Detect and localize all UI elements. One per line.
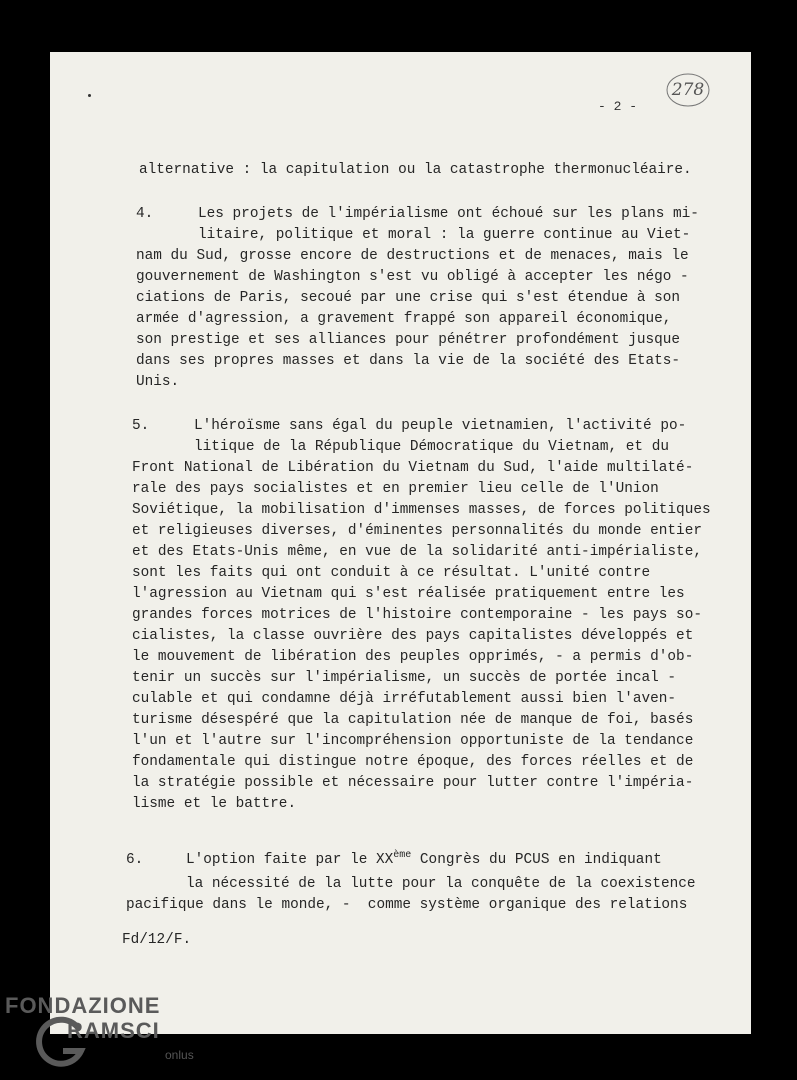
paragraph-number: 5. [132,418,150,434]
text-line: cialistes, la classe ouvrière des pays capitalistes développés et [132,628,694,644]
text-line: nam du Sud, grosse encore de destructions et de menaces, mais le [136,248,689,264]
page-number: - 2 - [598,99,638,114]
text-line: litique de la République Démocratique du Vietnam, et du [194,439,669,455]
text-line: dans ses propres masses et dans la vie de la société des Etats- [136,353,681,369]
document-page [50,52,751,1034]
text-segment: L'option faite par le XX [186,852,394,868]
text-line: culable et qui condamne déjà irréfutablement aussi bien l'aven- [132,691,677,707]
text-segment: Congrès du PCUS en indiquant [411,852,662,868]
text-line: l'agression au Vietnam qui s'est réalisée pratiquement entre les [132,586,685,602]
text-line: Front National de Libération du Vietnam du Sud, l'aide multilaté- [132,460,694,476]
text-line: litaire, politique et moral : la guerre continue au Viet- [198,227,691,243]
watermark-line1: FONDAZIONE [5,993,161,1018]
text-line: ciations de Paris, secoué par une crise qui s'est étendue à son [136,290,681,306]
superscript: ème [393,850,412,861]
text-line: tenir un succès sur l'impérialisme, un succès de portée incal - [132,670,677,686]
watermark-suffix: onlus [165,1048,194,1062]
text-line: fondamentale qui distingue notre époque, des forces réelles et de [132,754,694,770]
text-line: L'héroïsme sans égal du peuple vietnamien, l'activité po- [194,418,687,434]
text-line: alternative : la capitulation ou la catastrophe thermonucléaire. [139,162,692,178]
text-line: Les projets de l'impérialisme ont échoué sur les plans mi- [198,206,699,222]
text-line: la nécessité de la lutte pour la conquête de la coexistence [186,876,696,892]
text-line: sont les faits qui ont conduit à ce résultat. L'unité contre [132,565,651,581]
text-line: son prestige et ses alliances pour pénétrer profondément jusque [136,332,681,348]
text-line: pacifique dans le monde, - comme système organique des relations [126,897,688,913]
text-line: Soviétique, la mobilisation d'immenses masses, de forces politiques [132,502,711,518]
text-line: turisme désespéré que la capitulation née de manque de foi, basés [132,712,694,728]
text-line: le mouvement de libération des peuples opprimés, - a permis d'ob- [132,649,694,665]
archive-number-stamp [665,72,711,108]
text-line: Unis. [136,374,180,390]
text-line [186,850,662,872]
archive-number: 278 [671,80,705,100]
watermark-line2: RAMSCI [67,1018,160,1043]
reference-code: Fd/12/F. [122,932,192,948]
text-line: gouvernement de Washington s'est vu obligé à accepter les négo - [136,269,689,285]
text-line: la stratégie possible et nécessaire pour lutter contre l'impéria- [132,775,694,791]
ink-dot [88,94,91,97]
text-line: lisme et le battre. [132,796,297,812]
text-line: et des Etats-Unis même, en vue de la solidarité anti-impérialiste, [132,544,702,560]
text-line: l'un et l'autre sur l'incompréhension opportuniste de la tendance [132,733,694,749]
paragraph-number: 6. [126,852,144,868]
paragraph-number: 4. [136,206,154,222]
text-line: armée d'agression, a gravement frappé son appareil économique, [136,311,672,327]
text-line: et religieuses diverses, d'éminentes personnalités du monde entier [132,523,702,539]
text-line: rale des pays socialistes et en premier lieu celle de l'Union [132,481,659,497]
footer-reference [122,930,192,993]
fondazione-gramsci-watermark [5,993,205,1073]
text-line: grandes forces motrices de l'histoire contemporaine - les pays so- [132,607,702,623]
